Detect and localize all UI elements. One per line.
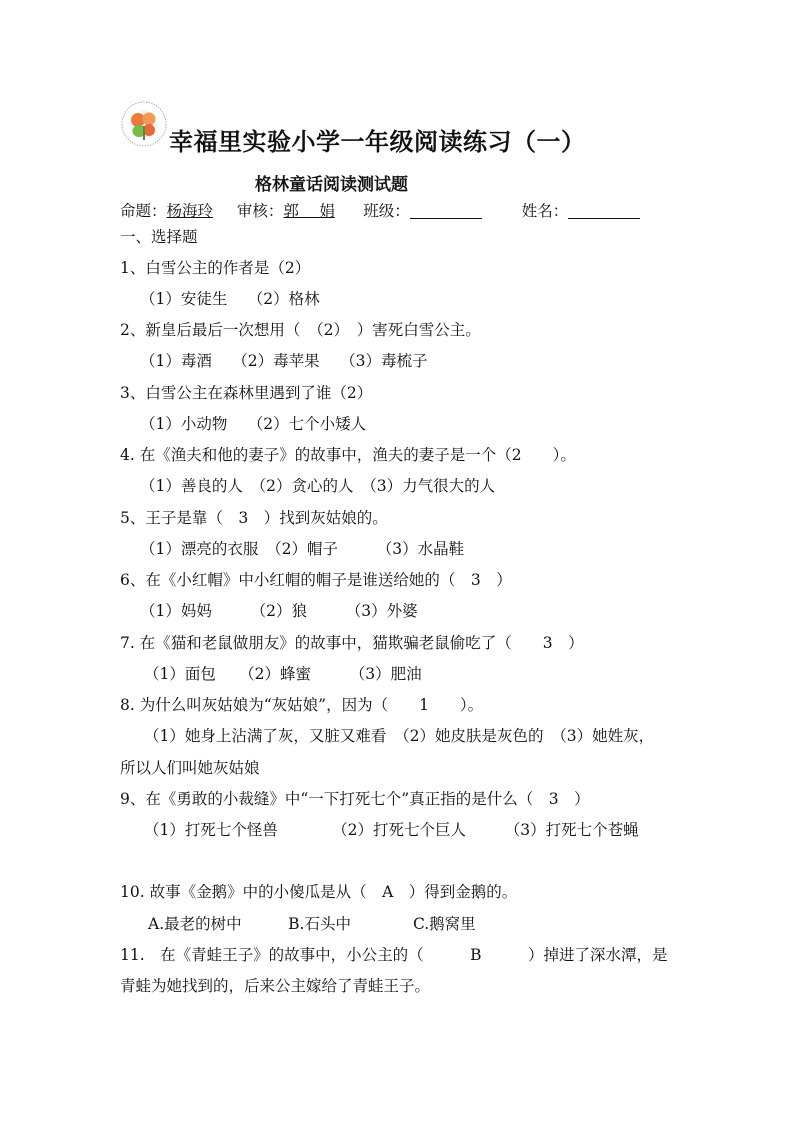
page-title: 幸福里实验小学一年级阅读练习（一） <box>169 128 586 156</box>
question-8: 8. 为什么叫灰姑娘为“灰姑娘”，因为（ 1 ）。 <box>120 696 484 714</box>
reviewer-value: 郭 娟 <box>283 202 335 220</box>
options-5: （1）漂亮的衣服 （2）帽子 （3）水晶鞋 <box>140 540 465 558</box>
section-heading: 一、选择题 <box>120 228 198 246</box>
question-6: 6、在《小红帽》中小红帽的帽子是谁送给她的（ 3 ） <box>120 571 512 589</box>
options-2: （1）毒酒 （2）毒苹果 （3）毒梳子 <box>140 352 428 370</box>
author-value: 杨海玲 <box>166 202 214 220</box>
question-2: 2、新皇后最后一次想用（ （2） ）害死白雪公主。 <box>120 321 481 339</box>
class-label: 班级： <box>363 202 410 220</box>
question-1: 1、白雪公主的作者是（2） <box>120 259 311 277</box>
author-label: 命题： <box>120 202 167 220</box>
question-7: 7. 在《猫和老鼠做朋友》的故事中，猫欺骗老鼠偷吃了（ 3 ） <box>120 634 584 652</box>
question-11-cont: 青蛙为她找到的，后来公主嫁给了青蛙王子。 <box>120 977 431 995</box>
question-3: 3、白雪公主在森林里遇到了谁（2） <box>120 384 373 402</box>
meta-row <box>120 201 640 221</box>
options-9: （1）打死七个怪兽 （2）打死七个巨人 （3）打死七个苍蝇 <box>144 821 639 839</box>
question-5: 5、王子是靠（ 3 ）找到灰姑娘的。 <box>120 509 388 527</box>
name-blank[interactable] <box>568 202 640 219</box>
class-blank[interactable] <box>410 202 482 219</box>
options-1: （1）安徒生 （2）格林 <box>140 290 320 308</box>
options-3: （1）小动物 （2）七个小矮人 <box>140 415 367 433</box>
question-10: 10. 故事《金鹅》中的小傻瓜是从（ A ）得到金鹅的。 <box>120 883 518 901</box>
school-logo <box>120 100 168 148</box>
page-subtitle: 格林童话阅读测试题 <box>255 175 408 195</box>
options-6: （1）妈妈 （2）狼 （3）外婆 <box>140 602 418 620</box>
reviewer-label: 审核： <box>236 202 284 220</box>
question-11: 11. 在《青蛙王子》的故事中，小公主的（ B ）掉进了深水潭，是 <box>120 946 668 964</box>
options-10: A.最老的树中 B.石头中 C.鹅窝里 <box>148 915 476 933</box>
options-8: （1）她身上沾满了灰，又脏又难看 （2）她皮肤是灰色的 （3）她姓灰， <box>144 727 655 745</box>
options-8-cont: 所以人们叫她灰姑娘 <box>120 759 260 777</box>
options-7: （1）面包 （2）蜂蜜 （3）肥油 <box>144 665 422 683</box>
options-4: （1）善良的人 （2）贪心的人 （3）力气很大的人 <box>140 477 496 495</box>
name-label: 姓名： <box>521 202 569 220</box>
question-4: 4. 在《渔夫和他的妻子》的故事中，渔夫的妻子是一个（2 ）。 <box>120 446 576 464</box>
question-9: 9、在《勇敢的小裁缝》中“一下打死七个”真正指的是什么（ 3 ） <box>120 790 590 808</box>
